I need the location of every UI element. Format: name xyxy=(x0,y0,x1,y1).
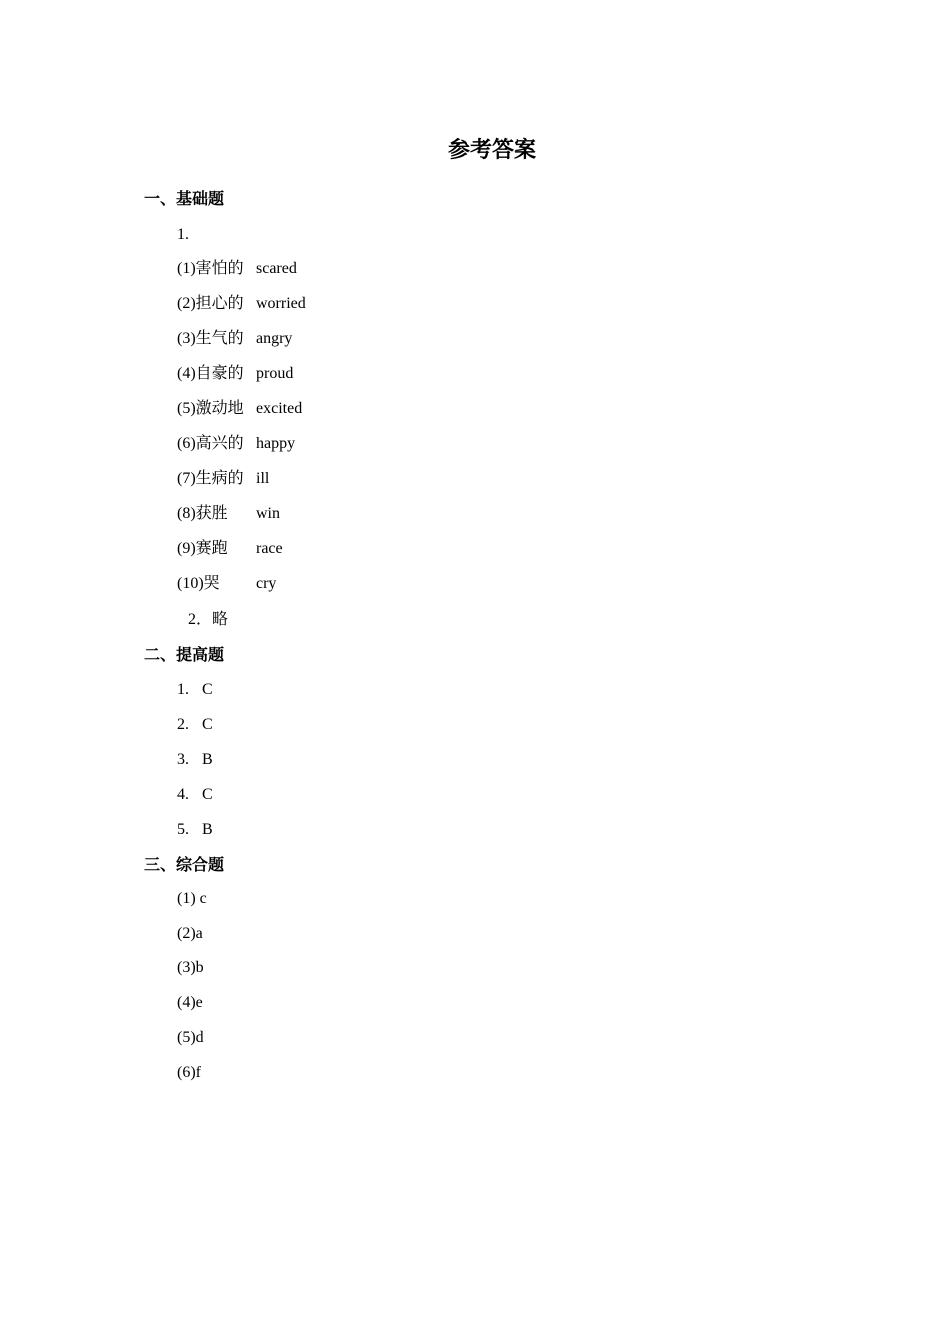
answer-item: (5)d xyxy=(177,1029,204,1046)
answer-item xyxy=(177,714,213,736)
answer-choice: C xyxy=(202,716,213,733)
question-number: 1. xyxy=(177,226,189,243)
vocab-chinese: (7)生病的 xyxy=(177,470,244,487)
question-2-answer: 2．略 xyxy=(188,611,229,628)
answer-item: (2)a xyxy=(177,925,203,942)
vocab-english: proud xyxy=(256,365,294,382)
page-title: 参考答案 xyxy=(447,137,536,162)
vocab-english: happy xyxy=(256,435,296,452)
vocab-english: worried xyxy=(256,295,306,312)
answer-choice: C xyxy=(202,681,213,698)
section-heading-advanced: 二、提高题 xyxy=(144,647,225,664)
vocab-chinese: (10)哭 xyxy=(177,575,220,592)
vocab-english: angry xyxy=(256,330,293,347)
vocab-chinese: (4)自豪的 xyxy=(177,365,244,382)
vocab-chinese: (8)获胜 xyxy=(177,505,228,522)
answer-choice: B xyxy=(202,751,213,768)
answer-item: (4)e xyxy=(177,994,203,1011)
answer-item xyxy=(177,784,213,806)
answer-number: 5. xyxy=(177,821,189,838)
answer-choice: C xyxy=(202,786,213,803)
vocab-chinese: (3)生气的 xyxy=(177,330,244,347)
answer-number: 1. xyxy=(177,681,189,698)
answer-number: 3. xyxy=(177,751,189,768)
vocab-english: excited xyxy=(256,400,303,417)
vocab-chinese: (6)高兴的 xyxy=(177,435,244,452)
vocab-chinese: (5)激动地 xyxy=(177,400,244,417)
answer-item xyxy=(177,749,213,771)
vocab-english: scared xyxy=(256,260,297,277)
vocab-chinese: (2)担心的 xyxy=(177,295,244,312)
vocab-chinese: (1)害怕的 xyxy=(177,260,244,277)
answer-item: (3)b xyxy=(177,959,204,976)
section-heading-basic: 一、基础题 xyxy=(144,191,225,208)
vocab-english: cry xyxy=(256,575,277,592)
answer-choice: B xyxy=(202,821,213,838)
answer-item: (1) c xyxy=(177,890,207,907)
vocab-chinese: (9)赛跑 xyxy=(177,540,228,557)
answer-item xyxy=(177,819,213,841)
section-heading-comprehensive: 三、综合题 xyxy=(144,857,225,874)
vocab-english: ill xyxy=(256,470,270,487)
answer-number: 4. xyxy=(177,786,189,803)
vocab-english: win xyxy=(256,505,280,522)
vocab-english: race xyxy=(256,540,283,557)
answer-item: (6)f xyxy=(177,1064,201,1081)
answer-number: 2. xyxy=(177,716,189,733)
answer-item xyxy=(177,679,213,701)
